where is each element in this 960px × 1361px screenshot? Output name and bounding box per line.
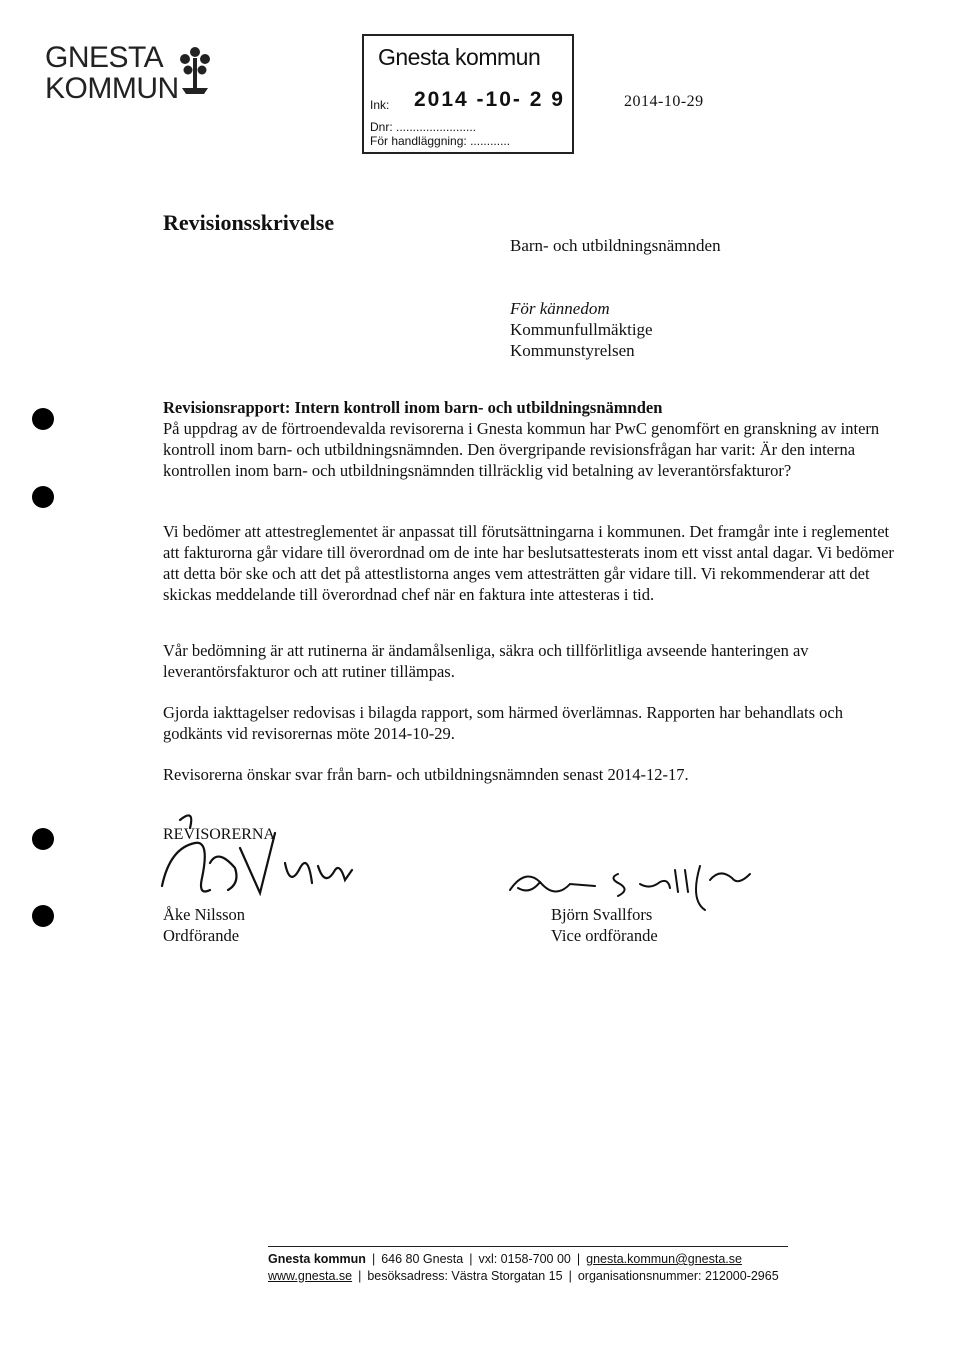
cc-heading: För kännedom xyxy=(510,299,610,318)
stamp-ink-date: 2014 -10- 2 9 xyxy=(414,88,565,111)
cc-line-1: Kommunfullmäktige xyxy=(510,320,653,339)
logo-line-1: GNESTA xyxy=(45,41,164,74)
stamp-ink-label: Ink: xyxy=(370,98,390,112)
cc-line-2: Kommunstyrelsen xyxy=(510,341,635,360)
signatory-left xyxy=(163,904,245,946)
tree-emblem-icon xyxy=(176,44,214,98)
logo-line-2: KOMMUN xyxy=(45,72,179,105)
stamp-handlaggning: För handläggning: ............ xyxy=(370,134,511,148)
footer-org: Gnesta kommun xyxy=(268,1252,366,1266)
document-title: Revisionsskrivelse xyxy=(163,210,335,235)
signatory-left-role: Ordförande xyxy=(163,926,240,945)
footer-visit-address: besöksadress: Västra Storgatan 15 xyxy=(367,1269,563,1283)
signatory-right-name: Björn Svallfors xyxy=(551,905,653,924)
punch-hole xyxy=(32,408,54,430)
signature-nilsson xyxy=(140,808,360,908)
footer-email-link[interactable]: gnesta.kommun@gnesta.se xyxy=(586,1252,742,1266)
footer-orgnr: organisationsnummer: 212000-2965 xyxy=(577,1269,779,1283)
paragraph-1: På uppdrag av de förtroendevalda revisorerna i Gnesta kommun har PwC genomfört en granskning av intern kontroll inom barn- och utbildningsnämnden. Den övergripande revisionsfrågan har varit: Är den interna kontrollen inom barn- och utbildningsnämnden tillräcklig vid betalning av leverantörsfakturor? xyxy=(163,419,880,480)
footer-divider xyxy=(268,1246,788,1247)
recipient: Barn- och utbildningsnämnden xyxy=(510,236,721,255)
letter-date: 2014-10-29 xyxy=(624,93,704,110)
signatories-label: REVISORERNA xyxy=(163,826,276,843)
report-heading: Revisionsrapport: Intern kontroll inom barn- och utbildningsnämnden xyxy=(163,398,663,417)
paragraph-4: Gjorda iakttagelser redovisas i bilagda rapport, som härmed överlämnas. Rapporten har behandlats och godkänts vid revisorernas möte 2014-10-29. xyxy=(163,703,843,743)
signatory-right-role: Vice ordförande xyxy=(551,926,658,945)
signatory-left-name: Åke Nilsson xyxy=(163,905,246,924)
punch-hole xyxy=(32,486,54,508)
stamp-title: Gnesta kommun xyxy=(378,44,541,70)
footer-address: 646 80 Gnesta xyxy=(381,1252,464,1266)
received-stamp xyxy=(362,34,574,154)
punch-hole xyxy=(32,828,54,850)
stamp-dnr: Dnr: ........................ xyxy=(370,120,477,134)
signatory-right xyxy=(551,904,658,946)
cc-block xyxy=(510,298,653,361)
stamp-registry xyxy=(370,120,510,148)
footer-web-link[interactable]: www.gnesta.se xyxy=(268,1269,353,1283)
municipality-logo xyxy=(45,42,179,104)
paragraph-2: Vi bedömer att attestreglementet är anpassat till förutsättningarna i kommunen. Det framgår inte i reglementet att fakturorna går vidare till överordnad om de inte har beslutsattesterats inom ett visst antal dagar. Vi bedömer att detta bör ske och att det på attestlistorna anges vem attesträtten går vidare till. Vi rekommenderar att det skickas meddelande till överordnad chef när en faktura inte attesteras i tid. xyxy=(163,522,894,604)
footer-line-1: Gnesta kommun | 646 80 Gnesta | vxl: 0158-700 00 | gnesta.kommun@gnesta.se xyxy=(268,1252,742,1266)
punch-hole xyxy=(32,905,54,927)
paragraph-3: Vår bedömning är att rutinerna är ändamålsenliga, säkra och tillförlitliga avseende hanteringen av leverantörsfakturor och att rutiner tillämpas. xyxy=(163,641,809,681)
footer-line-2: www.gnesta.se | besöksadress: Västra Storgatan 15 | organisationsnummer: 212000-2965 xyxy=(268,1269,779,1283)
footer-phone: vxl: 0158-700 00 xyxy=(478,1252,571,1266)
paragraph-5: Revisorerna önskar svar från barn- och utbildningsnämnden senast 2014-12-17. xyxy=(163,765,689,784)
